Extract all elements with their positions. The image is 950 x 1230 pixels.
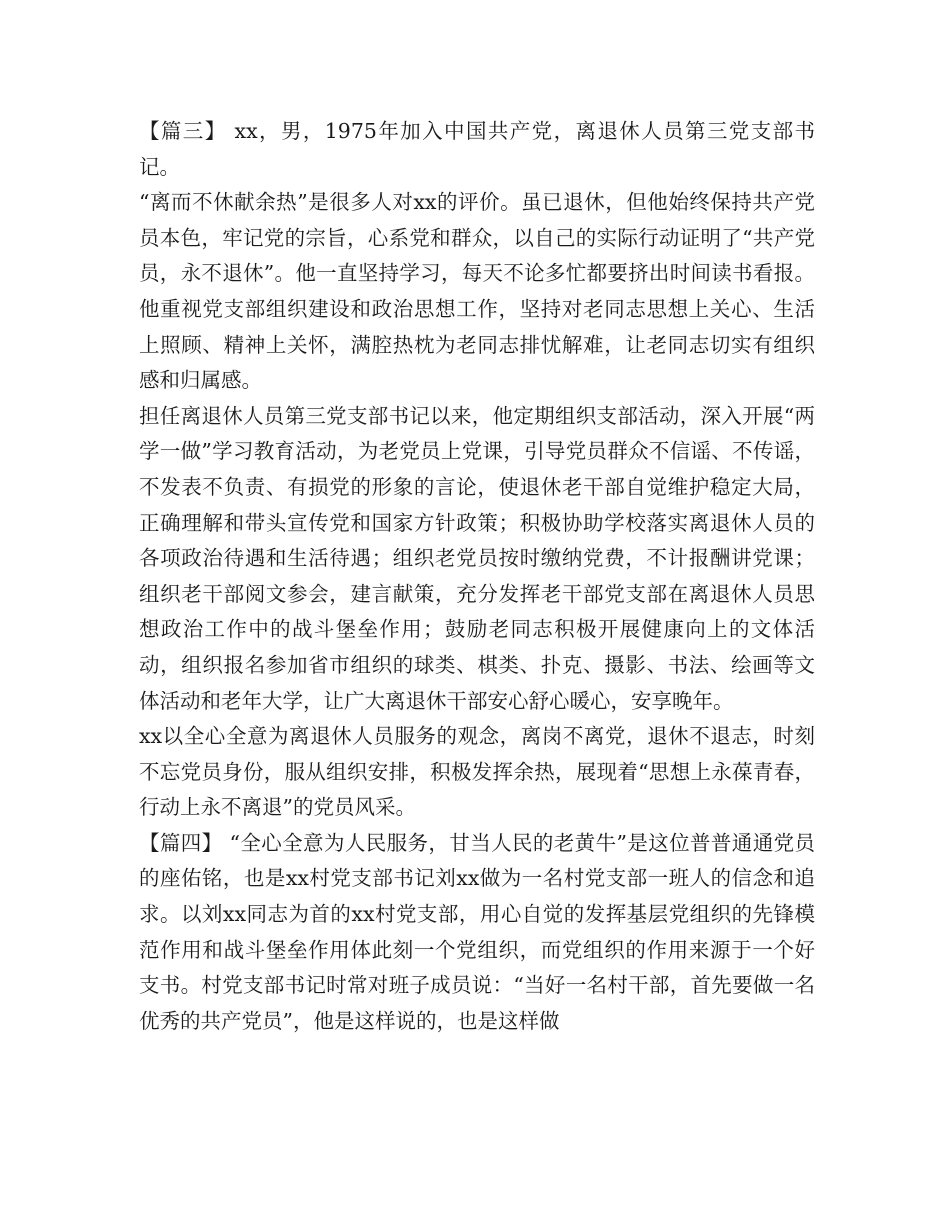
paragraph-section-three-intro: 【篇三】 xx，男，1975年加入中国共产党，离退休人员第三党支部书记。: [139, 119, 815, 179]
paragraph-section-four-intro: 【篇四】 “全心全意为人民服务，甘当人民的老黄牛”是这位普普通通党员的座佑铭，也是xx村党支部书记刘xx做为一名村党支部一班人的信念和追求。以刘xx同志为首的xx村党支部，用心自觉的发挥基层党组织的先锋模范作用和战斗堡垒作用体此刻一个党组织，而党组织的作用来源于一个好支书。村党支部书记时常对班子成员说：“当好一名村干部，首先要做一名优秀的共产党员”，他是这样说的，也是这样做: [139, 830, 815, 1033]
paragraph-branch-secretary-duties: 担任离退休人员第三党支部书记以来，他定期组织支部活动，深入开展“两学一做”学习教育活动，为老党员上党课，引导党员群众不信谣、不传谣，不发表不负责、有损党的形象的言论，使退休老干部自觉维护稳定大局，正确理解和带头宣传党和国家方针政策；积极协助学校落实离退休人员的各项政治待遇和生活待遇；组织老党员按时缴纳党费，不计报酬讲党课；组织老干部阅文参会，建言献策，充分发挥老干部党支部在离退休人员思想政治工作中的战斗堡垒作用；鼓励老同志积极开展健康向上的文体活动，组织报名参加省市组织的球类、棋类、扑克、摄影、书法、绘画等文体活动和老年大学，让广大离退休干部安心舒心暖心，安享晚年。: [139, 403, 815, 713]
document-body: [139, 114, 815, 1039]
paragraph-service-spirit: xx以全心全意为离退休人员服务的观念，离岗不离党，退休不退志，时刻不忘党员身份，服从组织安排，积极发挥余热，展现着“思想上永葆青春，行动上永不离退”的党员风采。: [139, 724, 815, 820]
paragraph-retired-not-resting: “离而不休献余热”是很多人对xx的评价。虽已退休，但他始终保持共产党员本色，牢记党的宗旨，心系党和群众，以自己的实际行动证明了“共产党员，永不退休”。他一直坚持学习，每天不论多忙都要挤出时间读书看报。他重视党支部组织建设和政治思想工作，坚持对老同志思想上关心、生活上照顾、精神上关怀，满腔热枕为老同志排忧解难，让老同志切实有组织感和归属感。: [139, 190, 815, 393]
